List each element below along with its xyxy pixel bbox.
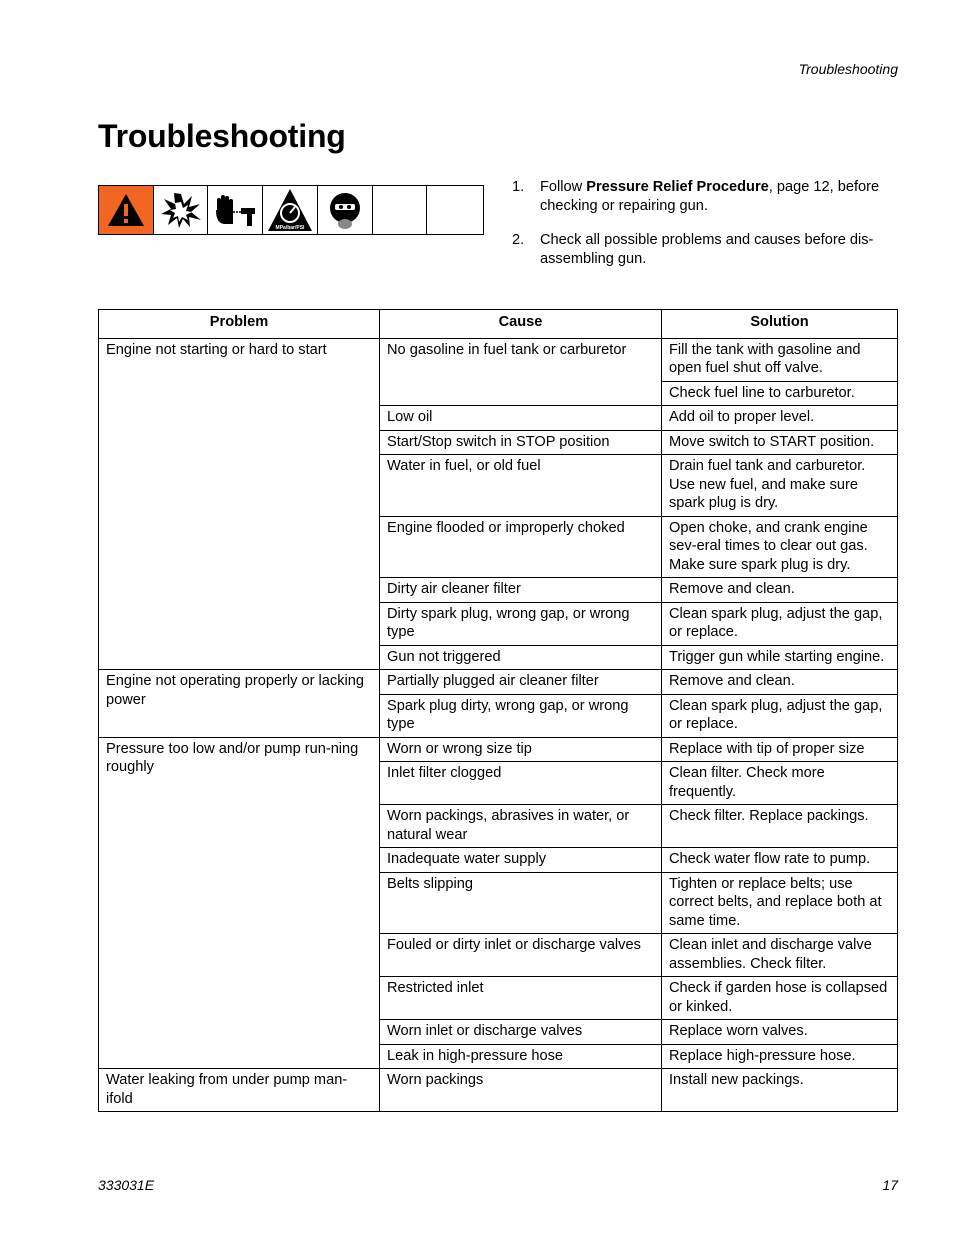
cause-cell: Engine flooded or improperly choked [380,516,662,578]
table-row [99,670,898,695]
table-row [99,1069,898,1112]
solution-cell: Clean spark plug, adjust the gap, or replace. [662,694,898,737]
solution-cell: Drain fuel tank and carburetor. Use new fuel, and make sure spark plug is dry. [662,455,898,517]
explosion-icon [154,186,209,234]
cause-cell: Gun not triggered [380,645,662,670]
instruction-step [512,231,902,269]
solution-cell: Fill the tank with gasoline and open fuel shut off valve. [662,338,898,381]
cause-cell: Belts slipping [380,872,662,934]
step-number: 1. [512,179,525,195]
cause-cell: Low oil [380,406,662,431]
step-text-bold: Pressure Relief Procedure [586,179,769,195]
solution-cell: Remove and clean. [662,670,898,695]
step-text [540,178,902,216]
cause-cell: Dirty air cleaner filter [380,578,662,603]
step-text-pre: Follow [540,179,587,195]
table-body [99,338,898,1112]
solution-cell: Tighten or replace belts; use correct belts, and replace both at same time. [662,872,898,934]
table-header-row [99,310,898,339]
column-header-solution: Solution [662,310,898,339]
cause-cell: Dirty spark plug, wrong gap, or wrong type [380,602,662,645]
problem-cell: Pressure too low and/or pump run-ning roughly [99,737,380,1069]
solution-cell: Install new packings. [662,1069,898,1112]
face-protection-icon [318,186,373,234]
solution-cell: Check fuel line to carburetor. [662,381,898,406]
problem-cell: Engine not operating properly or lacking power [99,670,380,738]
problem-cell: Engine not starting or hard to start [99,338,380,670]
hazard-icon-strip [98,185,484,235]
solution-cell: Remove and clean. [662,578,898,603]
table-row [99,338,898,381]
solution-cell: Open choke, and crank engine sev-eral times to clear out gas. Make sure spark plug is dry. [662,516,898,578]
cause-cell: Leak in high-pressure hose [380,1044,662,1069]
solution-cell: Move switch to START position. [662,430,898,455]
solution-cell: Check water flow rate to pump. [662,848,898,873]
cause-cell: Restricted inlet [380,977,662,1020]
solution-cell: Replace with tip of proper size [662,737,898,762]
running-header: Troubleshooting [798,61,898,77]
problem-cell: Water leaking from under pump man-ifold [99,1069,380,1112]
solution-cell: Clean inlet and discharge valve assemblies. Check filter. [662,934,898,977]
warning-triangle-icon [99,186,154,234]
step-number: 2. [512,232,525,248]
page-number: 17 [882,1177,898,1193]
empty-icon-cell [373,186,428,234]
instruction-list [512,178,902,284]
solution-cell: Replace worn valves. [662,1020,898,1045]
column-header-problem: Problem [99,310,380,339]
table-row [99,737,898,762]
cause-cell: Start/Stop switch in STOP position [380,430,662,455]
hand-injection-icon [208,186,263,234]
solution-cell: Replace high-pressure hose. [662,1044,898,1069]
solution-cell: Trigger gun while starting engine. [662,645,898,670]
cause-cell: Worn or wrong size tip [380,737,662,762]
cause-cell: No gasoline in fuel tank or carburetor [380,338,662,406]
cause-cell: Worn inlet or discharge valves [380,1020,662,1045]
solution-cell: Clean spark plug, adjust the gap, or replace. [662,602,898,645]
solution-cell: Add oil to proper level. [662,406,898,431]
instruction-step [512,178,902,216]
cause-cell: Inadequate water supply [380,848,662,873]
step-text-post: , page 12, before checking or repairing gun. [540,179,880,214]
cause-cell: Worn packings, abrasives in water, or natural wear [380,805,662,848]
troubleshooting-table [98,309,898,1112]
cause-cell: Inlet filter clogged [380,762,662,805]
solution-cell: Check if garden hose is collapsed or kinked. [662,977,898,1020]
cause-cell: Fouled or dirty inlet or discharge valves [380,934,662,977]
empty-icon-cell [427,186,483,234]
cause-cell: Partially plugged air cleaner filter [380,670,662,695]
cause-cell: Worn packings [380,1069,662,1112]
page-title: Troubleshooting [98,118,346,154]
gauge-label: MPa/bar/PSI [275,225,305,231]
column-header-cause: Cause [380,310,662,339]
cause-cell: Spark plug dirty, wrong gap, or wrong type [380,694,662,737]
step-text: Check all possible problems and causes before dis-assembling gun. [540,232,874,267]
solution-cell: Check filter. Replace packings. [662,805,898,848]
solution-cell: Clean filter. Check more frequently. [662,762,898,805]
pressure-gauge-icon [263,186,318,234]
cause-cell: Water in fuel, or old fuel [380,455,662,517]
document-number: 333031E [98,1177,155,1193]
